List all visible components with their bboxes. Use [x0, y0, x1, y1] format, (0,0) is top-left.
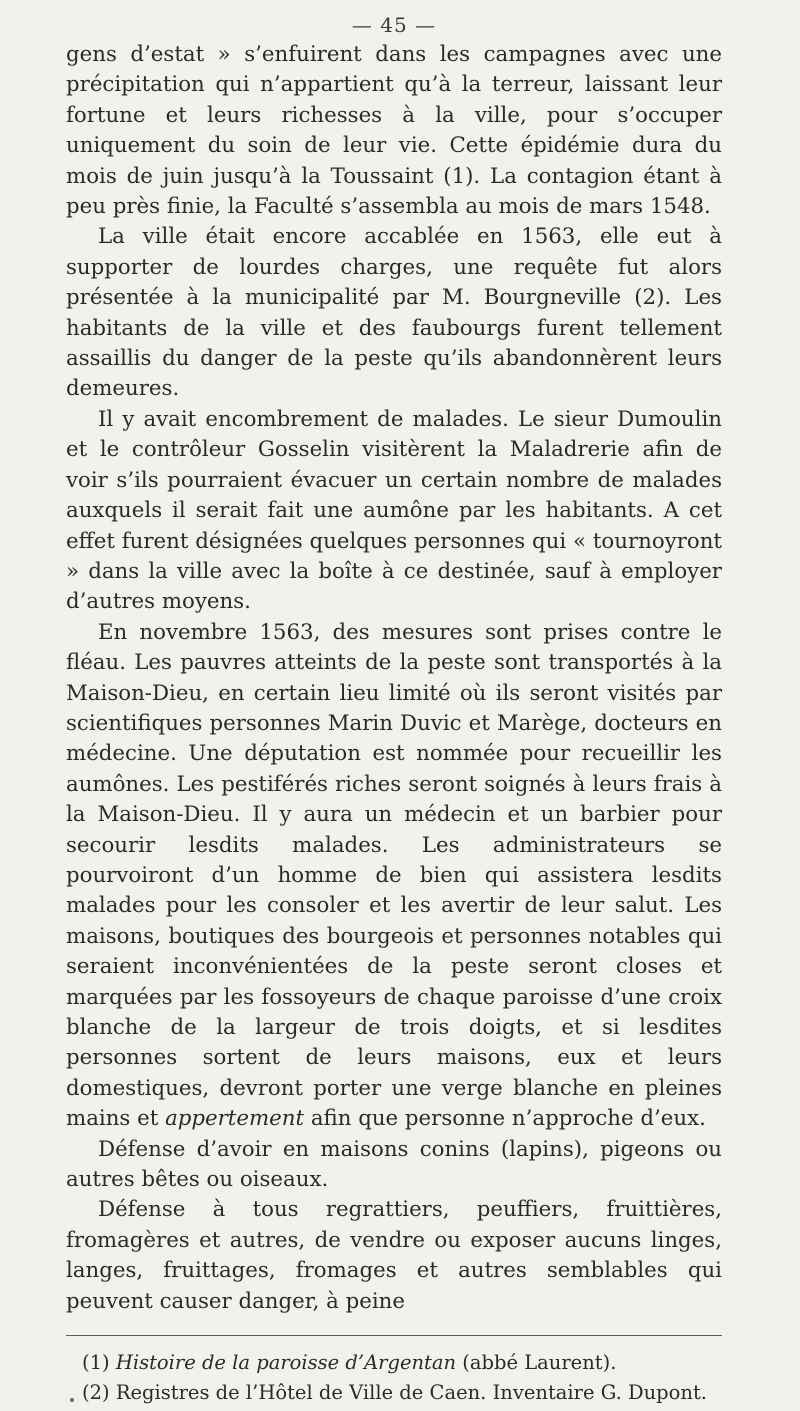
paragraph-4-emphasis: appertement: [165, 1106, 305, 1132]
footnote-1: [66, 1348, 722, 1378]
footnotes: [66, 1348, 722, 1408]
paragraph-1: gens d’estat » s’enfuirent dans les campagnes avec une précipitation qui n’appartient qu’à la terreur, laissant leur fortune et leurs richesses à la ville, pour s’occuper uniquement du soin de leur vie. Cette épidémie dura du mois de juin jusqu’à la Toussaint (1). La contagion étant à peu près finie, la Faculté s’assembla au mois de mars 1548.: [66, 42, 722, 220]
paragraph-5: Défense d’avoir en maisons conins (lapins), pigeons ou autres bêtes ou oiseaux.: [66, 1136, 722, 1193]
book-page: [66, 0, 722, 1411]
paragraph-4-text-before: En novembre 1563, des mesures sont prises contre le fléau. Les pauvres atteints de la peste sont transportés à la Maison-Dieu, en certain lieu limité où ils seront visités par scientifiques personnes Marin Duvic et Marège, docteurs en médecine. Une députation est nommée pour recueillir les aumônes. Les pestiférés riches seront soignés à leurs frais à la Maison-Dieu. Il y aura un médecin et un barbier pour secourir lesdits malades. Les administrateurs se pourvoiront d’un homme de bien qui assistera lesdits malades pour les consoler et les avertir de leur salut. Les maisons, boutiques des bourgeois et personnes notables qui seraient inconvénientées de la peste seront closes et marquées par les fossoyeurs de chaque paroisse d’une croix blanche de la largeur de trois doigts, et si lesdites personnes sortent de leurs maisons, eux et leurs domestiques, devront porter une verge blanche en pleines mains et: [66, 619, 722, 1132]
footnote-1-rest: (abbé Laurent).: [456, 1351, 617, 1375]
ink-speck: [70, 1398, 74, 1402]
footnote-1-marker: (1): [82, 1351, 116, 1375]
body-text: [66, 40, 722, 1317]
paragraph-4-text-after: afin que personne n’approche d’eux.: [304, 1106, 706, 1132]
page-number: — 45 —: [351, 13, 437, 37]
paragraph-4: [66, 618, 722, 1135]
footnote-1-title: Histoire de la paroisse d’Argentan: [115, 1351, 457, 1375]
footnote-2: [66, 1378, 722, 1408]
paragraph-3: Il y avait encombrement de malades. Le sieur Dumoulin et le contrôleur Gosselin visitèrent la Maladrerie afin de voir s’ils pourraient évacuer un certain nombre de malades auxquels il serait fait une aumône par les habitants. A cet effet furent désignées quelques personnes qui « tournoyront » dans la ville avec la boîte à ce destinée, sauf à employer d’autres moyens.: [66, 406, 722, 615]
footnote-divider: [66, 1335, 722, 1336]
paragraph-6: Défense à tous regrattiers, peuffiers, fruittières, fromagères et autres, de vendre ou exposer aucuns linges, langes, fruittages, fromages et autres semblables qui peuvent causer danger, à peine: [66, 1197, 722, 1314]
footnote-2-rest: Registres de l’Hôtel de Ville de Caen. Inventaire G. Dupont.: [115, 1381, 707, 1405]
footnote-2-marker: (2): [82, 1381, 116, 1405]
paragraph-2: La ville était encore accablée en 1563, elle eut à supporter de lourdes charges, une requête fut alors présentée à la municipalité par M. Bourgneville (2). Les habitants de la ville et des faubourgs furent tellement assaillis du danger de la peste qu’ils abandonnèrent leurs demeures.: [66, 224, 722, 402]
